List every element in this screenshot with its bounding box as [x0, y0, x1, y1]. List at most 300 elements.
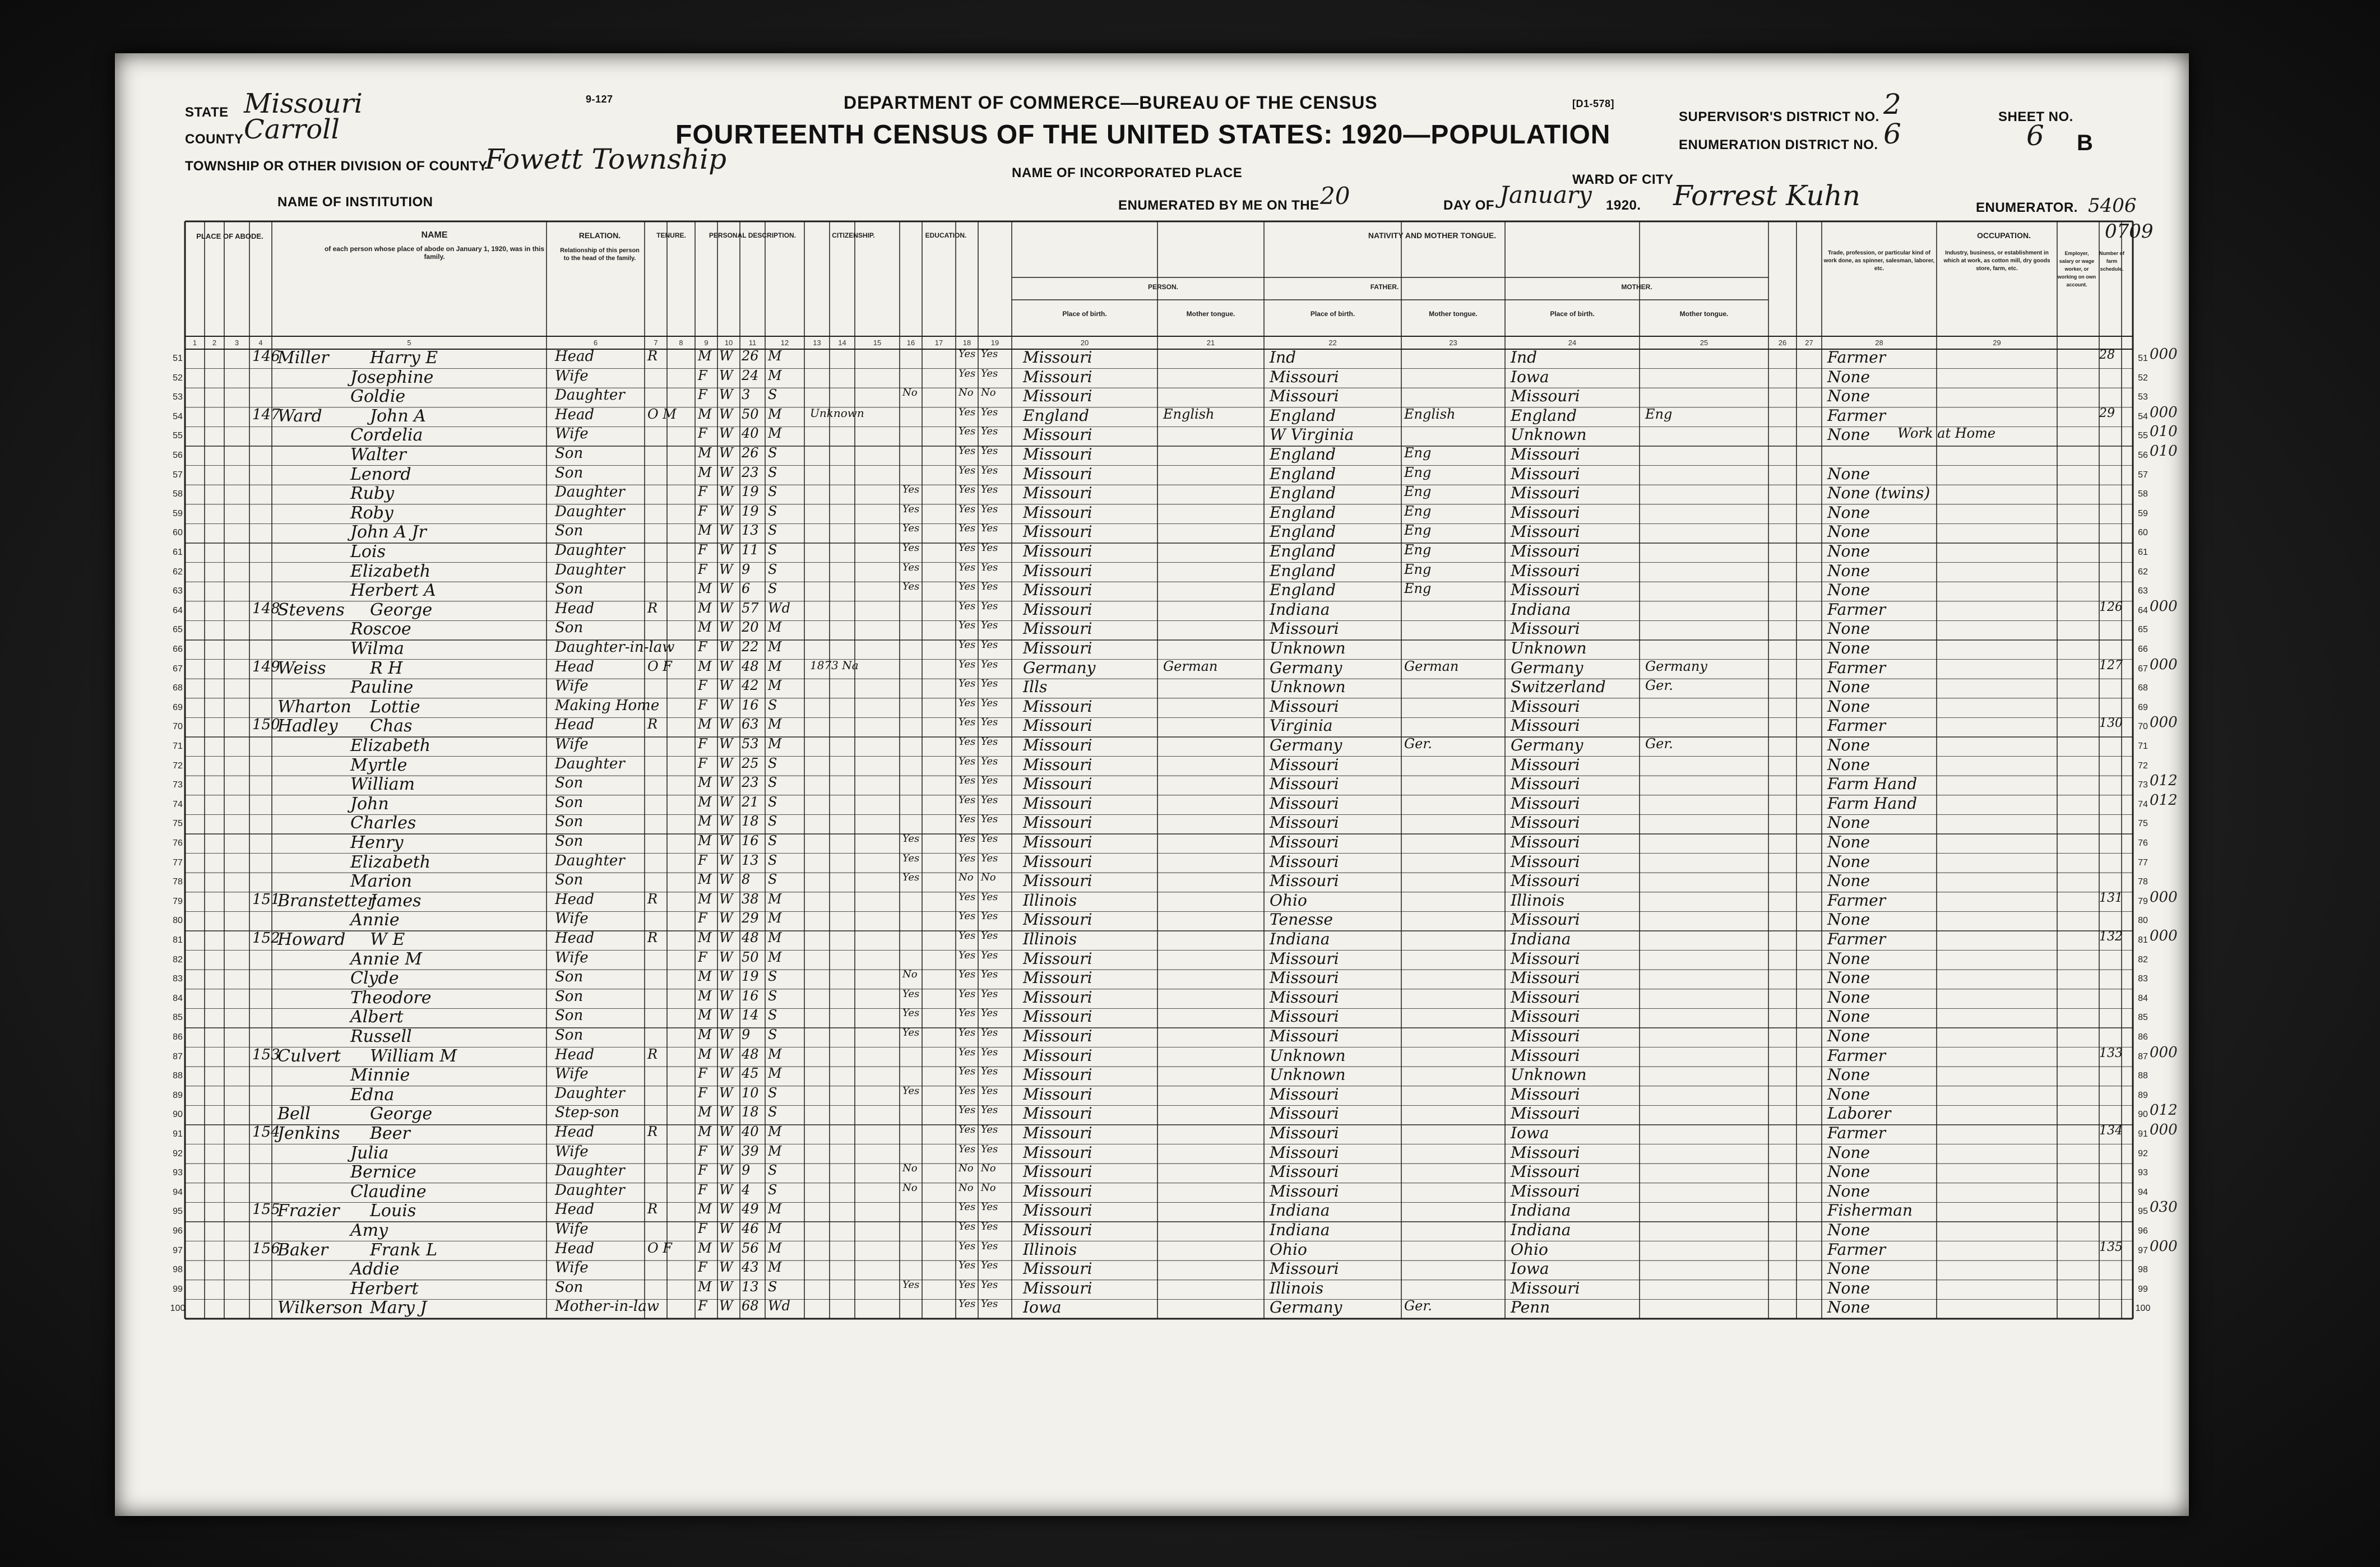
cell-write: Yes: [981, 406, 998, 418]
line-number: 76: [2138, 838, 2148, 848]
line-number: 99: [173, 1284, 183, 1294]
cell-read: Yes: [959, 716, 976, 729]
cell-pob: Missouri: [1023, 1143, 1092, 1162]
cell-write: Yes: [981, 1240, 998, 1252]
cell-surname: Wharton: [277, 697, 351, 717]
cell-relation: Step-son: [555, 1104, 619, 1121]
cell-pob: Missouri: [1023, 813, 1092, 832]
cell-age: 9: [742, 561, 751, 577]
cell-relation: Son: [555, 813, 584, 831]
cell-f-pob: Germany: [1270, 736, 1342, 754]
occupation-code: 000: [2150, 714, 2178, 731]
cell-marital: S: [768, 1181, 777, 1198]
cell-sex: F: [698, 910, 707, 926]
cell-write: Yes: [981, 561, 998, 573]
cell-age: 16: [742, 988, 759, 1004]
line-number: 71: [2138, 741, 2148, 751]
cell-pob: Missouri: [1023, 852, 1092, 871]
cell-sex: F: [698, 1162, 707, 1179]
cell-marital: M: [768, 1259, 782, 1276]
cell-age: 46: [742, 1221, 759, 1236]
cell-m-pob: Unknown: [1511, 1065, 1587, 1084]
cell-f-pob: England: [1270, 561, 1336, 580]
corner-code-2: 0709: [2105, 220, 2154, 243]
cell-relation: Son: [555, 775, 584, 792]
cell-given: John A Jr: [350, 522, 427, 543]
cell-m-pob: Missouri: [1511, 542, 1580, 560]
cell-race: W: [719, 464, 733, 480]
cell-pob: Illinois: [1023, 1240, 1077, 1259]
line-number: 73: [173, 780, 183, 790]
cell-read: Yes: [959, 736, 976, 748]
cell-m-pob: Missouri: [1511, 1143, 1580, 1162]
cell-given: Ruby: [350, 484, 395, 504]
cell-pob: Missouri: [1023, 1065, 1092, 1084]
line-number: 95: [2138, 1207, 2148, 1217]
cell-school: Yes: [902, 542, 920, 554]
father-birth-header: Place of birth.: [1310, 310, 1355, 318]
cell-f-pob: Indiana: [1270, 600, 1330, 619]
cell-sex: F: [698, 1181, 707, 1198]
cell-house: 147: [252, 406, 280, 423]
cell-write: Yes: [981, 968, 998, 981]
line-number: 65: [2138, 625, 2148, 635]
cell-occupation: None (twins): [1827, 484, 1930, 503]
cell-age: 48: [742, 930, 759, 945]
cell-occupation: None: [1827, 813, 1870, 832]
cell-marital: M: [768, 1065, 782, 1082]
cell-write: Yes: [981, 658, 998, 670]
cell-read: Yes: [959, 1221, 976, 1232]
cell-given: Chas: [370, 716, 413, 736]
cell-marital: S: [768, 387, 777, 403]
cell-occupation: None: [1827, 542, 1870, 560]
cell-pob: Missouri: [1023, 600, 1092, 619]
line-number: 82: [2138, 954, 2148, 965]
cell-pob: Ills: [1023, 678, 1048, 697]
cell-m-pob: Indiana: [1511, 1201, 1571, 1220]
line-number: 99: [2138, 1284, 2148, 1294]
cell-occupation: Farm Hand: [1827, 775, 1918, 794]
cell-relation: Son: [555, 871, 584, 889]
cell-race: W: [719, 813, 733, 829]
line-number: 94: [173, 1187, 183, 1197]
cell-age: 19: [742, 484, 759, 500]
cell-f-pob: Ind: [1270, 348, 1297, 367]
cell-f-pob: Missouri: [1270, 871, 1339, 891]
cell-race: W: [719, 755, 733, 771]
cell-marital: M: [768, 910, 782, 926]
cell-given: Bernice: [350, 1162, 416, 1183]
line-number: 90: [2138, 1110, 2148, 1120]
cell-write: Yes: [981, 581, 998, 593]
cell-sex: F: [698, 852, 707, 868]
cell-school: Yes: [902, 1007, 920, 1019]
cell-f-pob: Missouri: [1270, 1084, 1339, 1104]
cell-given: Theodore: [350, 988, 432, 1008]
cell-age: 57: [742, 600, 759, 616]
cell-sex: M: [698, 833, 712, 849]
cell-age: 14: [742, 1007, 759, 1023]
cell-read: Yes: [959, 988, 976, 1000]
line-number: 100: [2135, 1304, 2151, 1314]
cell-occupation: None: [1827, 678, 1870, 697]
line-number: 98: [173, 1265, 183, 1275]
cell-age: 23: [742, 775, 759, 791]
cell-marital: M: [768, 367, 782, 383]
line-number: 57: [2138, 470, 2148, 480]
cell-read: Yes: [959, 542, 976, 554]
cell-marital: S: [768, 1027, 777, 1042]
cell-marital: S: [768, 561, 777, 577]
cell-age: 38: [742, 891, 759, 907]
cell-read: Yes: [959, 1007, 976, 1019]
line-number: 85: [173, 1013, 183, 1023]
cell-given: Lois: [350, 542, 386, 562]
cell-race: W: [719, 852, 733, 868]
person-birth-header: Place of birth.: [1062, 310, 1107, 318]
cell-f-tongue: Ger.: [1404, 736, 1432, 752]
cell-occupation: None: [1827, 503, 1870, 522]
cell-write: Yes: [981, 348, 998, 360]
line-number: 72: [2138, 761, 2148, 771]
column-number: 28: [1875, 339, 1883, 347]
cell-write: Yes: [981, 464, 998, 476]
cell-given: Josephine: [350, 367, 434, 387]
cell-sex: M: [698, 600, 712, 616]
cell-read: Yes: [959, 1124, 976, 1135]
cell-pob: Missouri: [1023, 716, 1092, 735]
cell-marital: S: [768, 445, 777, 461]
column-number: 12: [780, 339, 789, 347]
cell-age: 43: [742, 1259, 759, 1276]
cell-read: Yes: [959, 1298, 976, 1310]
cell-write: Yes: [981, 910, 998, 922]
cell-given: Harry E: [370, 348, 438, 368]
cell-age: 13: [742, 852, 759, 868]
line-number: 51: [173, 354, 183, 363]
occupation-code: 010: [2150, 443, 2178, 460]
cell-age: 13: [742, 1278, 759, 1295]
cell-f-tongue: Eng: [1404, 581, 1432, 597]
cell-read: Yes: [959, 775, 976, 787]
cell-relation: Son: [555, 464, 584, 481]
cell-given: James: [370, 891, 422, 911]
cell-sex: M: [698, 464, 712, 480]
cell-pob: Missouri: [1023, 988, 1092, 1007]
cell-marital: S: [768, 464, 777, 480]
cell-age: 13: [742, 522, 759, 539]
line-number: 75: [173, 819, 183, 829]
occupation-employer-header: Employer, salary or wage worker, or working on own account.: [2057, 251, 2096, 288]
institution-label: NAME OF INSTITUTION: [277, 194, 433, 210]
cell-pob: Germany: [1023, 658, 1096, 677]
cell-marital: M: [768, 1201, 782, 1217]
cell-marital: S: [768, 484, 777, 500]
line-number: 87: [2138, 1051, 2148, 1061]
cell-relation: Head: [555, 1201, 595, 1218]
cell-relation: Head: [555, 600, 595, 617]
cell-pob: Missouri: [1023, 1221, 1092, 1239]
cell-school: No: [902, 387, 918, 399]
cell-sex: F: [698, 755, 707, 771]
cell-m-pob: England: [1511, 406, 1577, 425]
cell-surname: Branstetter: [277, 891, 376, 911]
cell-m-pob: Indiana: [1511, 930, 1571, 948]
cell-sex: F: [698, 1221, 707, 1236]
cell-write: Yes: [981, 619, 998, 632]
column-number: 15: [873, 339, 882, 347]
cell-occupation: None: [1827, 988, 1870, 1007]
cell-sex: M: [698, 581, 712, 597]
cell-occupation: None: [1827, 968, 1870, 988]
cell-school: Yes: [902, 484, 920, 496]
cell-read: Yes: [959, 930, 976, 942]
cell-read: Yes: [959, 484, 976, 496]
person-tongue-header: Mother tongue.: [1186, 310, 1235, 318]
cell-marital: S: [768, 871, 777, 888]
cell-relation: Daughter: [555, 852, 625, 869]
cell-relation: Head: [555, 1046, 595, 1063]
line-number: 58: [2138, 489, 2148, 499]
line-number: 69: [2138, 702, 2148, 712]
cell-sex: M: [698, 988, 712, 1004]
cell-given: Roscoe: [350, 619, 411, 639]
cell-pob: Missouri: [1023, 581, 1092, 600]
cell-pob: Missouri: [1023, 1162, 1092, 1181]
cell-m-tongue: Germany: [1645, 658, 1707, 674]
cell-school: No: [902, 1181, 918, 1194]
column-number: 27: [1805, 339, 1813, 347]
cell-read: Yes: [959, 522, 976, 535]
cell-write: No: [981, 1162, 996, 1175]
sheet-side: B: [2077, 131, 2094, 155]
cell-race: W: [719, 1143, 733, 1159]
cell-pob: Missouri: [1023, 619, 1092, 638]
column-number: 24: [1568, 339, 1577, 347]
cell-age: 56: [742, 1240, 759, 1256]
cell-occupation: None: [1827, 387, 1870, 406]
cell-tenure: R: [647, 1124, 658, 1139]
cell-marital: M: [768, 1046, 782, 1062]
cell-write: Yes: [981, 1201, 998, 1213]
cell-f-pob: Missouri: [1270, 1124, 1339, 1142]
group-citizenship: CITIZENSHIP.: [832, 231, 875, 239]
cell-marital: S: [768, 833, 777, 849]
cell-f-pob: Germany: [1270, 658, 1342, 677]
cell-pob: Missouri: [1023, 697, 1092, 716]
cell-f-tongue: Ger.: [1404, 1298, 1432, 1314]
cell-surname: Baker: [277, 1240, 328, 1260]
cell-occupation: None: [1827, 755, 1870, 774]
cell-write: Yes: [981, 522, 998, 535]
cell-given: Frank L: [370, 1240, 437, 1260]
cell-m-pob: Missouri: [1511, 968, 1580, 988]
cell-read: Yes: [959, 813, 976, 826]
cell-m-pob: Missouri: [1511, 581, 1580, 600]
line-number: 97: [173, 1245, 183, 1255]
cell-pob: Missouri: [1023, 1046, 1092, 1065]
form-number: 9-127: [586, 94, 613, 105]
cell-race: W: [719, 581, 733, 597]
cell-f-pob: Missouri: [1270, 968, 1339, 988]
column-number: 11: [748, 339, 757, 347]
cell-read: Yes: [959, 891, 976, 903]
line-number: 96: [173, 1226, 183, 1236]
cell-pob: Missouri: [1023, 775, 1092, 794]
cell-f-pob: Illinois: [1270, 1278, 1324, 1297]
line-number: 70: [173, 722, 183, 732]
cell-age: 42: [742, 678, 759, 694]
cell-relation: Head: [555, 348, 595, 365]
cell-age: 49: [742, 1201, 759, 1217]
township-label: TOWNSHIP OR OTHER DIVISION OF COUNTY: [185, 159, 488, 174]
cell-read: Yes: [959, 425, 976, 438]
cell-house: 155: [252, 1201, 280, 1218]
cell-sex: M: [698, 658, 712, 674]
cell-write: No: [981, 1181, 996, 1194]
column-number: 17: [934, 339, 943, 347]
cell-surname: Bell: [277, 1104, 311, 1124]
cell-sex: M: [698, 1104, 712, 1120]
cell-house: 149: [252, 658, 280, 675]
cell-occupation: None: [1827, 1007, 1870, 1026]
cell-race: W: [719, 484, 733, 500]
line-number: 53: [2138, 392, 2148, 402]
cell-f-pob: Unknown: [1270, 639, 1346, 657]
column-number: 6: [593, 339, 598, 347]
cell-read: Yes: [959, 1143, 976, 1155]
cell-farm-no: 132: [2099, 930, 2123, 944]
cell-read: Yes: [959, 639, 976, 651]
cell-write: Yes: [981, 542, 998, 554]
cell-given: Russell: [350, 1027, 412, 1046]
cell-age: 68: [742, 1298, 759, 1314]
cell-relation: Daughter: [555, 1162, 625, 1180]
cell-relation: Daughter: [555, 542, 625, 559]
line-number: 88: [2138, 1071, 2148, 1081]
cell-marital: M: [768, 639, 782, 655]
cell-relation: Mother-in-law: [555, 1298, 659, 1315]
cell-school: No: [902, 1162, 918, 1175]
county-value: Carroll: [244, 114, 340, 145]
cell-f-pob: England: [1270, 484, 1336, 503]
cell-read: Yes: [959, 910, 976, 922]
cell-surname: Miller: [277, 348, 329, 368]
cell-sex: F: [698, 484, 707, 500]
line-number: 85: [2138, 1013, 2148, 1023]
cell-read: No: [959, 1181, 974, 1194]
cell-sex: F: [698, 736, 707, 752]
line-number: 86: [2138, 1032, 2148, 1042]
cell-m-pob: Iowa: [1511, 1259, 1549, 1278]
cell-school: Yes: [902, 1278, 920, 1291]
cell-m-pob: Missouri: [1511, 697, 1580, 716]
cell-relation: Son: [555, 581, 584, 598]
cell-f-pob: Ohio: [1270, 1240, 1307, 1259]
cell-write: No: [981, 387, 996, 399]
cell-age: 29: [742, 910, 759, 926]
cell-farm-no: 130: [2099, 716, 2123, 731]
cell-pob: England: [1023, 406, 1090, 425]
cell-read: Yes: [959, 561, 976, 573]
cell-given: Annie: [350, 910, 400, 930]
line-number: 51: [2138, 354, 2148, 363]
line-number: 52: [173, 373, 183, 383]
enumeration-label: ENUMERATION DISTRICT NO.: [1679, 137, 1878, 152]
cell-age: 16: [742, 697, 759, 713]
cell-race: W: [719, 891, 733, 907]
enumerator-name: Forrest Kuhn: [1673, 179, 1860, 212]
cell-m-pob: Missouri: [1511, 522, 1580, 541]
cell-race: W: [719, 794, 733, 810]
relation-header-text: Relationship of this person to the head of the family.: [560, 247, 640, 262]
line-number: 60: [173, 528, 183, 538]
cell-race: W: [719, 1278, 733, 1295]
cell-race: W: [719, 1084, 733, 1101]
cell-occupation: None: [1827, 522, 1870, 541]
cell-pob: Missouri: [1023, 484, 1092, 503]
cell-pob: Missouri: [1023, 1259, 1092, 1278]
column-number: 20: [1080, 339, 1089, 347]
cell-read: Yes: [959, 581, 976, 593]
cell-age: 26: [742, 445, 759, 461]
cell-f-tongue: English: [1404, 406, 1456, 422]
cell-occupation: None: [1827, 1298, 1870, 1317]
supervisor-label: SUPERVISOR'S DISTRICT NO.: [1679, 109, 1879, 124]
column-number: 19: [990, 339, 999, 347]
cell-marital: S: [768, 794, 777, 810]
cell-read: Yes: [959, 348, 976, 360]
cell-given: William: [350, 775, 415, 795]
cell-age: 63: [742, 716, 759, 732]
cell-pob: Missouri: [1023, 561, 1092, 580]
cell-write: No: [981, 871, 996, 884]
cell-f-pob: Indiana: [1270, 930, 1330, 948]
cell-f-tongue: Eng: [1404, 561, 1432, 577]
nativity-father: FATHER.: [1370, 283, 1399, 291]
cell-race: W: [719, 1007, 733, 1023]
line-number: 54: [2138, 411, 2148, 421]
column-number: 10: [724, 339, 733, 347]
cell-pob: Missouri: [1023, 1084, 1092, 1104]
cell-f-pob: England: [1270, 445, 1336, 463]
occupation-code: 010: [2150, 423, 2178, 441]
cell-surname: Culvert: [277, 1046, 341, 1066]
cell-given: Roby: [350, 503, 393, 523]
cell-occupation: None: [1827, 949, 1870, 968]
cell-occupation: None: [1827, 561, 1870, 580]
cell-sex: M: [698, 968, 712, 985]
cell-sex: F: [698, 949, 707, 965]
cell-sex: M: [698, 1278, 712, 1295]
column-number: 14: [838, 339, 846, 347]
cell-given: John: [350, 794, 389, 814]
line-number: 81: [2138, 935, 2148, 945]
line-number: 62: [2138, 567, 2148, 577]
cell-given: Pauline: [350, 678, 414, 698]
line-number: 61: [173, 548, 183, 557]
cell-sex: M: [698, 813, 712, 829]
cell-m-pob: Missouri: [1511, 1046, 1580, 1065]
cell-pob: Missouri: [1023, 348, 1092, 367]
cell-write: Yes: [981, 1104, 998, 1116]
column-number: 7: [654, 339, 658, 347]
cell-marital: S: [768, 988, 777, 1004]
cell-given: Minnie: [350, 1065, 410, 1086]
cell-f-tongue: Eng: [1404, 484, 1432, 500]
cell-write: Yes: [981, 1278, 998, 1291]
